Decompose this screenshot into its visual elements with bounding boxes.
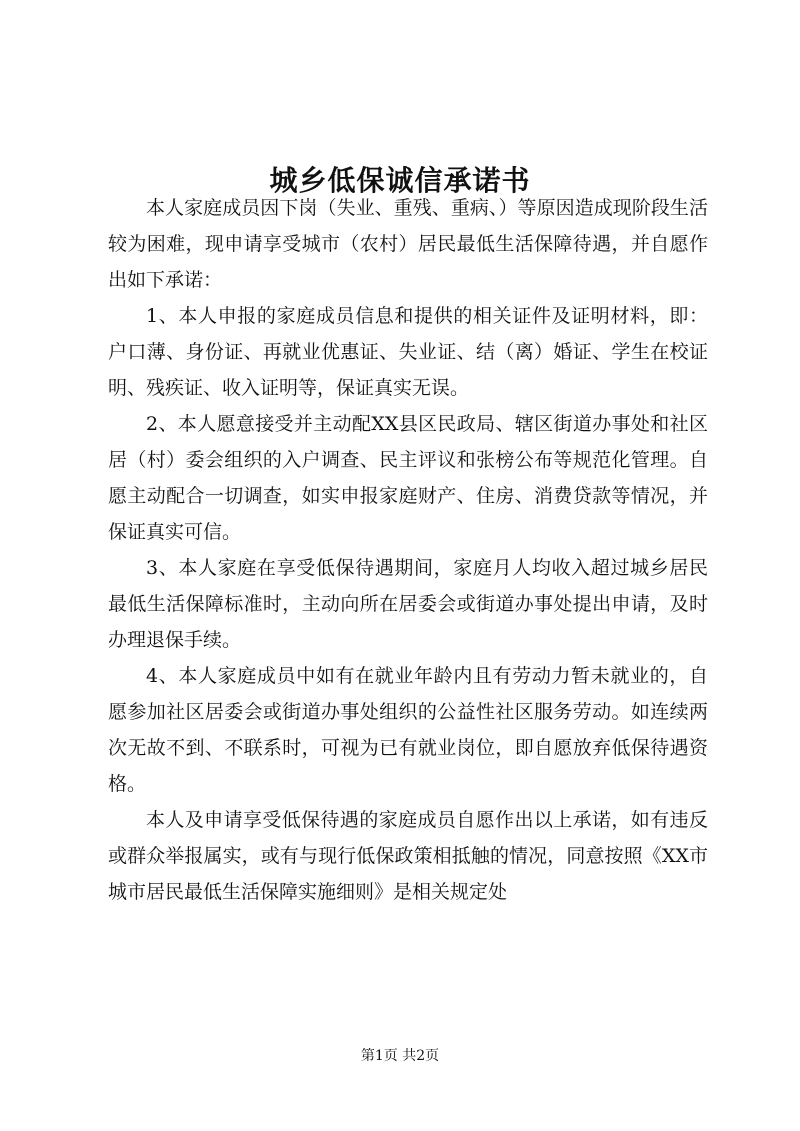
page-number-footer: 第1页 共2页 bbox=[360, 1048, 440, 1064]
paragraph-intro: 本人家庭成员因下岗（失业、重残、重病、）等原因造成现阶段生活较为困难，现申请享受城市（农村）居民最低生活保障待遇，并自愿作出如下承诺： bbox=[108, 197, 708, 291]
paragraph-item-4: 4、本人家庭成员中如有在就业年龄内且有劳动力暂未就业的，自愿参加社区居委会或街道办事处组织的公益性社区服务劳动。如连续两次无故不到、不联系时，可视为已有就业岗位，即自愿放弃低保待遇资格。 bbox=[108, 665, 708, 795]
document-body bbox=[108, 190, 708, 910]
paragraph-item-3: 3、本人家庭在享受低保待遇期间，家庭月人均收入超过城乡居民最低生活保障标准时，主动向所在居委会或街道办事处提出申请，及时办理退保手续。 bbox=[108, 557, 708, 651]
document-title: 城乡低保诚信承诺书 bbox=[269, 163, 531, 197]
paragraph-item-1: 1、本人申报的家庭成员信息和提供的相关证件及证明材料，即：户口薄、身份证、再就业优惠证、失业证、结（离）婚证、学生在校证明、残疾证、收入证明等，保证真实无误。 bbox=[108, 305, 708, 399]
paragraph-item-2: 2、本人愿意接受并主动配XX县区民政局、辖区街道办事处和社区居（村）委会组织的入户调查、民主评议和张榜公布等规范化管理。自愿主动配合一切调查，如实申报家庭财产、住房、消费贷款等情况，并保证真实可信。 bbox=[108, 413, 708, 543]
paragraph-conclusion: 本人及申请享受低保待遇的家庭成员自愿作出以上承诺，如有违反或群众举报属实，或有与现行低保政策相抵触的情况，同意按照《XX市城市居民最低生活保障实施细则》是相关规定处 bbox=[108, 809, 708, 903]
